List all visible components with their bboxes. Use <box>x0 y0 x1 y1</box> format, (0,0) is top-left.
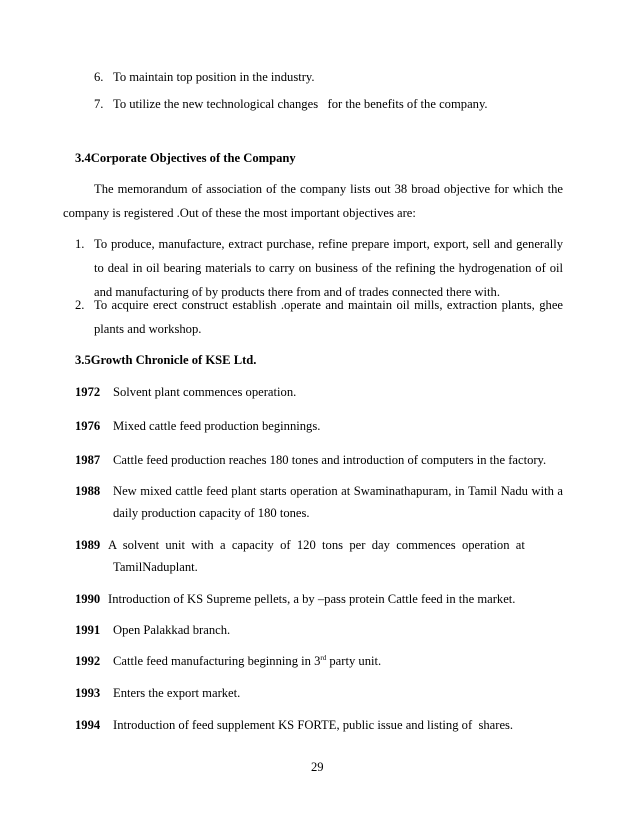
chronicle-text: Introduction of KS Supreme pellets, a by –pass protein Cattle feed in the market. <box>108 592 516 606</box>
section-heading: 3.5Growth Chronicle of KSE Ltd. <box>75 353 257 367</box>
list-text: To utilize the new technological changes for the benefits of the company. <box>113 97 488 111</box>
chronicle-year: 1990 <box>75 592 101 606</box>
objective-line: and manufacturing of by products there from and of trades connected there with. <box>94 285 501 299</box>
objective-line: plants and workshop. <box>94 322 202 336</box>
list-item-6 <box>94 70 315 85</box>
paragraph-line: The memorandum of association of the company lists out 38 broad objective for which the <box>94 182 563 196</box>
chronicle-text <box>113 654 381 669</box>
chronicle-text-pre: Cattle feed manufacturing beginning in 3 <box>113 654 321 668</box>
chronicle-text-cont: daily production capacity of 180 tones. <box>113 506 310 520</box>
chronicle-year: 1994 <box>75 718 101 732</box>
chronicle-text: Introduction of feed supplement KS FORTE, public issue and listing of shares. <box>113 718 514 732</box>
chronicle-year: 1989 <box>75 538 101 552</box>
chronicle-text: Solvent plant commences operation. <box>113 385 297 399</box>
page-number: 29 <box>311 760 324 774</box>
list-number: 6. <box>94 70 104 84</box>
objective-line: To produce, manufacture, extract purchase, refine prepare import, export, sell and generally <box>94 237 563 251</box>
chronicle-text: A solvent unit with a capacity of 120 tons per day commences operation at <box>108 538 525 552</box>
section-heading: 3.4Corporate Objectives of the Company <box>75 151 296 165</box>
chronicle-year: 1988 <box>75 484 101 498</box>
ordinal-suffix: rd <box>320 653 327 662</box>
objective-number: 1. <box>75 237 85 251</box>
list-item-7 <box>94 97 488 112</box>
chronicle-text: Mixed cattle feed production beginnings. <box>113 419 321 433</box>
chronicle-year: 1987 <box>75 453 101 467</box>
chronicle-text-cont: TamilNaduplant. <box>113 560 198 574</box>
chronicle-year: 1976 <box>75 419 101 433</box>
chronicle-text: Cattle feed production reaches 180 tones and introduction of computers in the factory. <box>113 453 547 467</box>
chronicle-year: 1991 <box>75 623 101 637</box>
chronicle-text: Enters the export market. <box>113 686 241 700</box>
objective-line: To acquire erect construct establish .operate and maintain oil mills, extraction plants, ghee <box>94 298 563 312</box>
list-text: To maintain top position in the industry. <box>113 70 315 84</box>
list-number: 7. <box>94 97 104 111</box>
chronicle-year: 1993 <box>75 686 101 700</box>
paragraph-line: company is registered .Out of these the most important objectives are: <box>63 206 416 220</box>
chronicle-year: 1992 <box>75 654 101 668</box>
chronicle-year: 1972 <box>75 385 101 399</box>
chronicle-text-post: party unit. <box>326 654 382 668</box>
chronicle-text: New mixed cattle feed plant starts operation at Swaminathapuram, in Tamil Nadu with a <box>113 484 563 498</box>
chronicle-text: Open Palakkad branch. <box>113 623 231 637</box>
objective-line: to deal in oil bearing materials to carry on business of the refining the hydrogenation of oil <box>94 261 563 275</box>
objective-number: 2. <box>75 298 85 312</box>
